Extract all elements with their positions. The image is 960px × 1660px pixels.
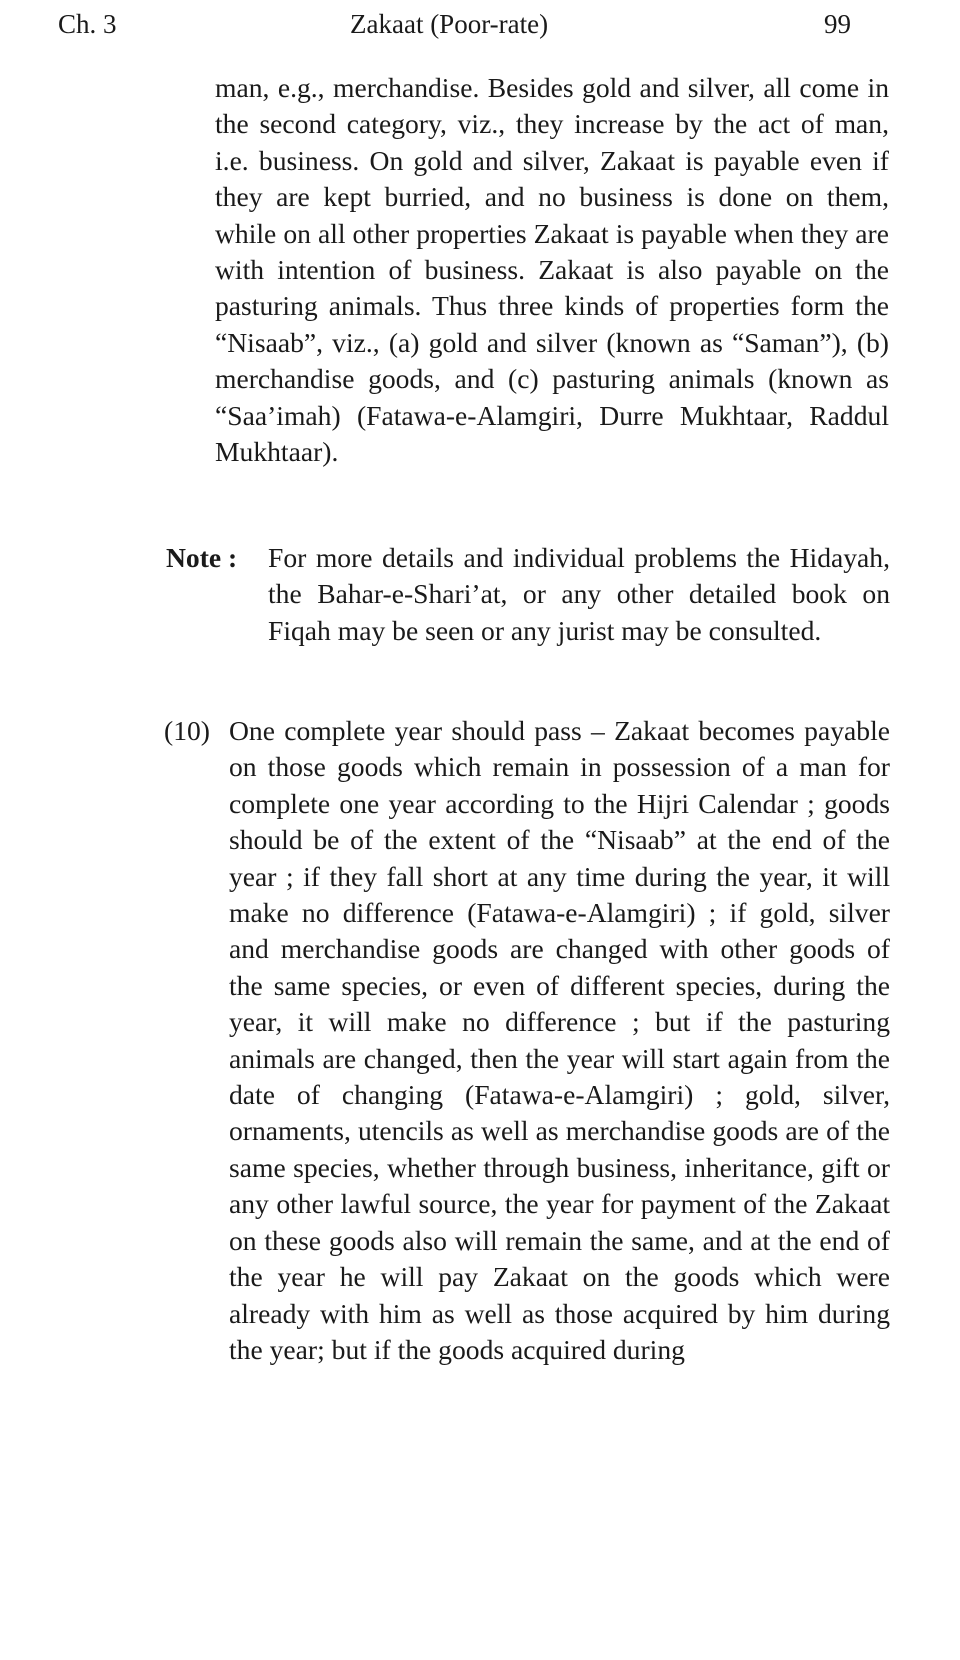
chapter-label: Ch. 3 bbox=[58, 9, 117, 39]
item-number: (10) bbox=[164, 715, 210, 746]
item-text: One complete year should pass – Zakaat becomes payable on those goods which remain in possession of a man for complete one year according to the Hijri Calendar ; goods should be of the extent of the “Nisaab” at the end of the year ; if they fall short at any time during the year, it will make no difference (Fatawa-e-Alamgiri) ; if gold, silver and merchandise goods are changed with other goods of the same species, or even of different species, during the year, it will make no difference ; but if the pasturing animals are changed, then the year will start again from the date of changing (Fatawa-e-Alamgiri) ; gold, silver, ornaments, utencils as well as merchandise goods are of the same species, whether through business, inheritance, gift or any other lawful source, the year for payment of the Zakaat on these goods also will remain the same, and at the end of the year he will pay Zakaat on the goods which were already with him as well as those acquired by him during the year; but if the goods acquired during bbox=[229, 715, 890, 1365]
note-text: For more details and individual problems the Hidayah, the Bahar-e-Shari’at, or any other detailed book on Fiqah may be seen or any jurist may be consulted. bbox=[268, 542, 890, 646]
continuation-paragraph: man, e.g., merchandise. Besides gold and silver, all come in the second category, viz., they increase by the act of man, i.e. business. On gold and silver, Zakaat is payable even if they are kept burried, and no business is done on them, while on all other properties Zakaat is payable when they are with intention of business. Zakaat is also payable on the pasturing animals. Thus three kinds of properties form the “Nisaab”, viz., (a) gold and silver (known as “Saman”), (b) merchandise goods, and (c) pasturing animals (known as “Saa’imah) (Fatawa-e-Alamgiri, Durre Mukhtaar, Raddul Mukhtaar). bbox=[215, 72, 889, 468]
note-label: Note : bbox=[166, 542, 238, 573]
page-number: 99 bbox=[824, 9, 851, 39]
running-header bbox=[58, 4, 858, 44]
chapter-title: Zakaat (Poor-rate) bbox=[350, 9, 549, 39]
